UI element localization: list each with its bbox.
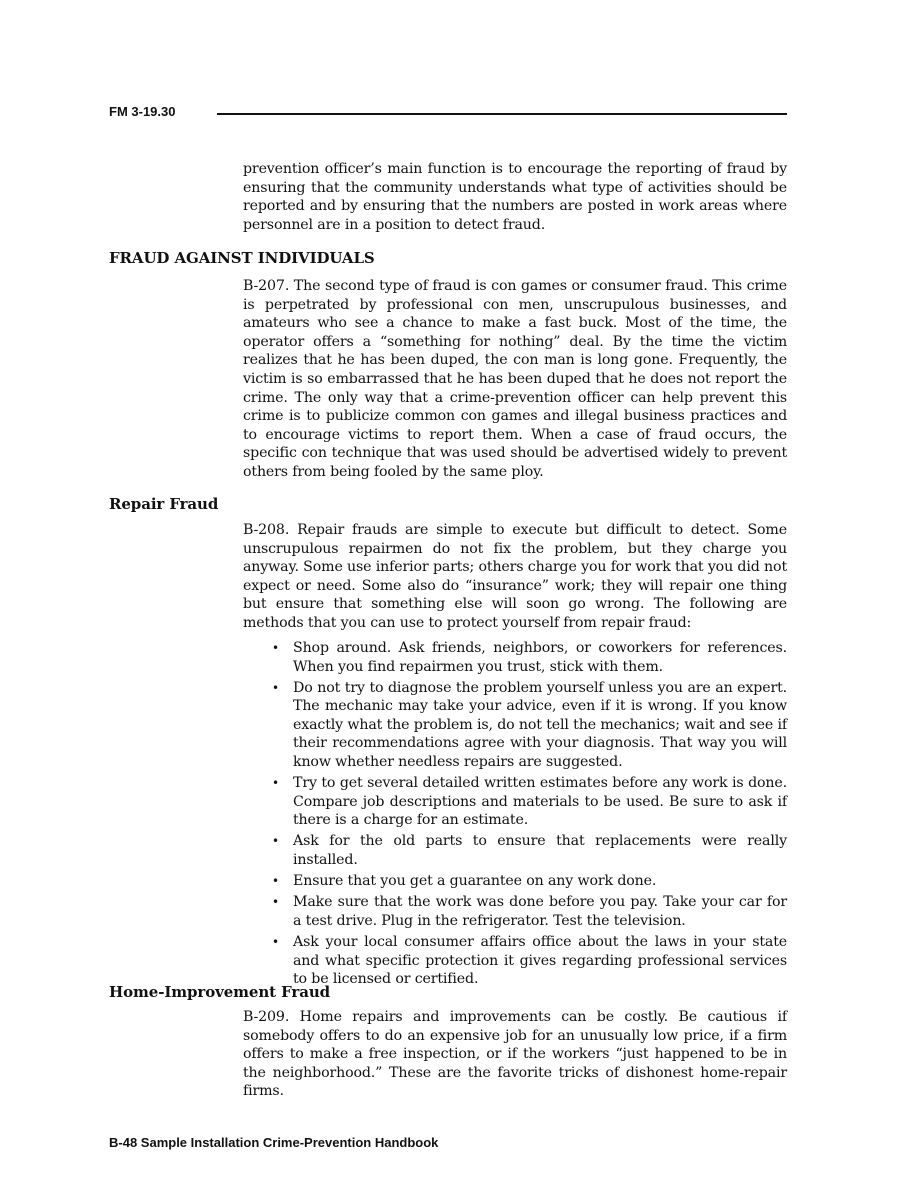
bullet-icon: • — [272, 776, 279, 791]
bullet-icon: • — [272, 895, 279, 910]
list-item-text: Try to get several detailed written estimates before any work is done. Compare job descriptions and materials to be used. Be sure to ask if there is a charge for an estimate. — [293, 775, 787, 829]
header-label: FM 3-19.30 — [109, 104, 176, 119]
list-item-text: Ensure that you get a guarantee on any work done. — [293, 873, 657, 890]
list-item — [243, 639, 787, 676]
list-item-text: Shop around. Ask friends, neighbors, or coworkers for references. When you find repairmen you trust, stick with them. — [293, 640, 787, 675]
list-item — [243, 679, 787, 772]
bullet-icon: • — [272, 834, 279, 849]
heading-repair-fraud: Repair Fraud — [109, 495, 219, 513]
header-rule — [217, 113, 787, 115]
bullet-icon: • — [272, 680, 279, 695]
heading-fraud-against-individuals: FRAUD AGAINST INDIVIDUALS — [109, 249, 375, 267]
list-item-text: Do not try to diagnose the problem yourself unless you are an expert. The mechanic may take your advice, even if it is wrong. If you know exactly what the problem is, do not tell the mechanics; wait and see if their recommendations agree with your diagnosis. That way you will know whether needless repairs are suggested. — [293, 679, 787, 771]
running-footer: B-48 Sample Installation Crime-Prevention Handbook — [109, 1135, 439, 1150]
paragraph-b-207: B-207. The second type of fraud is con games or consumer fraud. This crime is perpetrated by professional con men, unscrupulous businesses, and amateurs who see a chance to make a fast buck. Most of the time, the operator offers a “something for nothing” deal. By the time the victim realizes that he has been duped, the con man is long gone. Frequently, the victim is so embarrassed that he has been duped that he does not report the crime. The only way that a crime-prevention officer can help prevent this crime is to publicize common con games and illegal business practices and to encourage victims to report them. When a case of fraud occurs, the specific con technique that was used should be advertised widely to prevent others from being fooled by the same ploy. — [243, 278, 787, 480]
list-item-text: Make sure that the work was done before you pay. Take your car for a test drive. Plug in the refrigerator. Test the television. — [293, 894, 787, 929]
bullet-icon: • — [272, 641, 279, 655]
heading-home-improvement-fraud: Home-Improvement Fraud — [109, 983, 331, 1001]
list-item-text: Ask for the old parts to ensure that replacements were really installed. — [293, 833, 787, 869]
list-item-text: Ask your local consumer affairs office about the laws in your state and what specific protection it gives regarding professional services to be licensed or certified. — [293, 933, 787, 988]
list-item — [243, 832, 787, 869]
running-header — [109, 104, 787, 124]
paragraph-b-209: B-209. Home repairs and improvements can be costly. Be cautious if somebody offers to do an expensive job for an unusually low price, if a firm offers to make a free inspection, or if the workers “just happened to be in the neighborhood.” These are the favorite tricks of dishonest home-repair firms. — [243, 1009, 787, 1100]
bullet-icon: • — [272, 934, 279, 949]
list-item — [243, 774, 787, 830]
list-item — [243, 872, 787, 891]
paragraph-b-208: B-208. Repair frauds are simple to execute but difficult to detect. Some unscrupulous repairmen do not fix the problem, but they charge you anyway. Some use inferior parts; others charge you for work that you did not expect or need. Some also do “insurance” work; they will repair one thing but ensure that something else will soon go wrong. The following are methods that you can use to protect yourself from repair fraud: — [243, 522, 787, 631]
intro-paragraph: prevention officer’s main function is to encourage the reporting of fraud by ensuring that the community understands what type of activities should be reported and by ensuring that the numbers are posted in work areas where personnel are in a position to detect fraud. — [243, 161, 787, 233]
list-item — [243, 893, 787, 930]
bullet-icon: • — [272, 874, 279, 889]
repair-fraud-tips-list — [243, 639, 787, 991]
list-item — [243, 933, 787, 989]
